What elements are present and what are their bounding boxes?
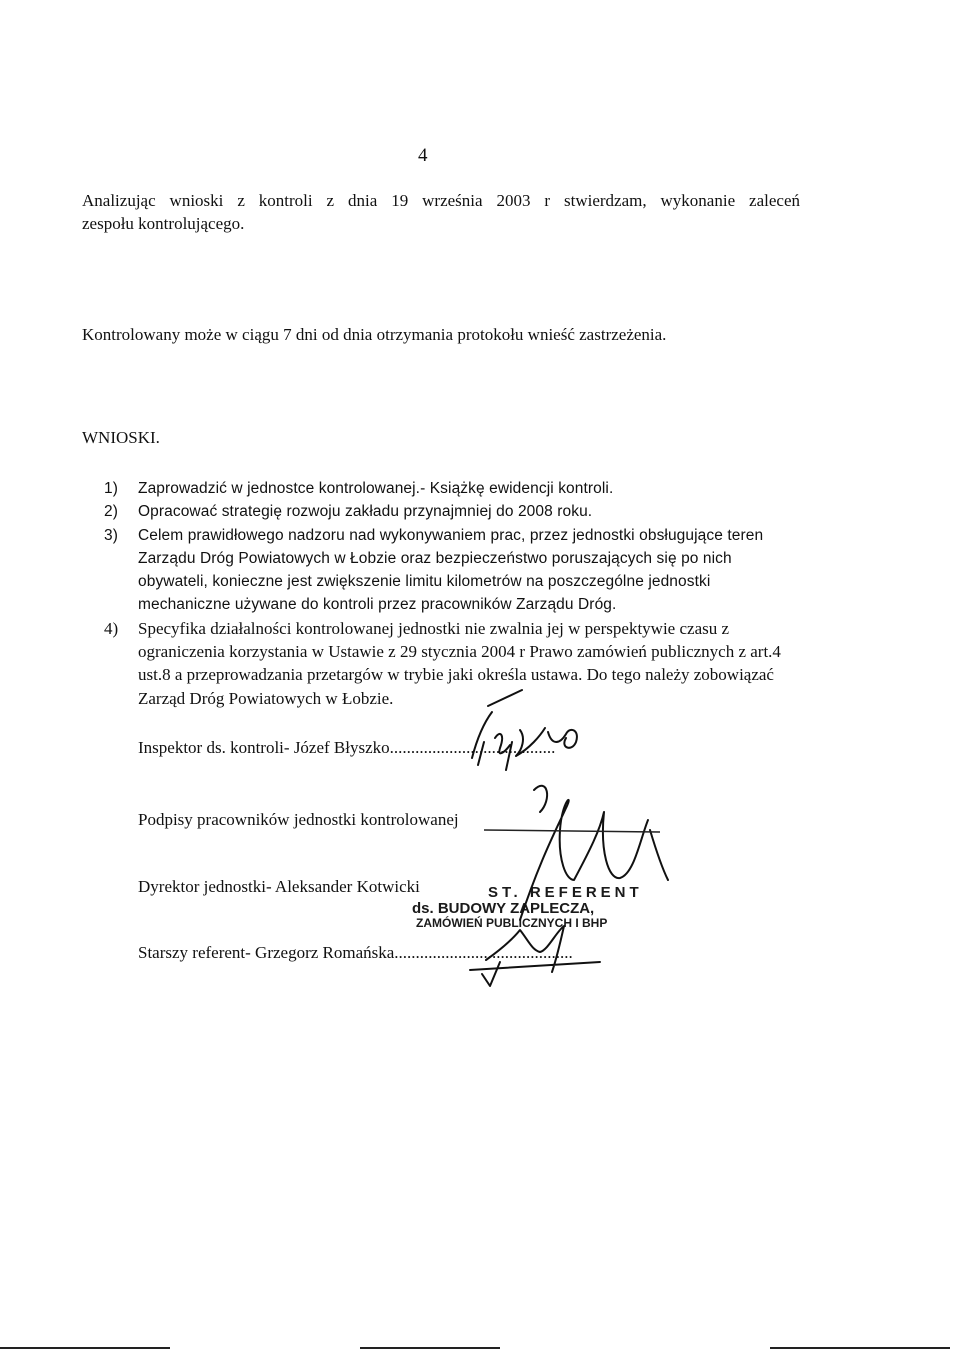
director-signature-line: Dyrektor jednostki- Aleksander Kotwicki (138, 877, 420, 896)
official-stamp-subtitle: ds. BUDOWY ZAPLECZA, (412, 900, 595, 917)
conclusion-item (104, 477, 794, 500)
page-bottom-rule-left (0, 1347, 170, 1349)
conclusion-item (104, 500, 794, 523)
stamp-divider (484, 830, 660, 832)
inspector-signature-line: Inspektor ds. kontroli- Józef Błyszko....................................... (138, 738, 556, 757)
page-number: 4 (418, 145, 428, 166)
objection-paragraph: Kontrolowany może w ciągu 7 dni od dnia otrzymania protokołu wnieść zastrzeżenia. (82, 325, 667, 344)
conclusion-text: Celem prawidłowego nadzoru nad wykonywaniem prac, przez jednostki obsługujące teren Zarządu Dróg Powiatowych w Łobzie oraz bezpieczeństwo poruszających się po nich obywateli, konieczne jest zwiększenie limitu kilometrów na poszczególne jednostki mechaniczne używane do kontroli przez pracowników Zarządu Dróg. (138, 526, 764, 614)
intro-paragraph-line-2: zespołu kontrolującego. (82, 214, 245, 233)
conclusion-item (104, 617, 794, 710)
conclusion-text: Zaprowadzić w jednostce kontrolowanej.- Książkę ewidencji kontroli. (138, 480, 614, 497)
official-stamp-department: ZAMÓWIEŃ PUBLICZNYCH I BHP (416, 916, 608, 930)
referent-signature-line: Starszy referent- Grzegorz Romańska.......................................... (138, 943, 573, 962)
conclusion-text: Opracować strategię rozwoju zakładu przynajmniej do 2008 roku. (138, 503, 593, 521)
employees-signature-line: Podpisy pracowników jednostki kontrolowanej (138, 810, 459, 829)
official-stamp-title: ST. REFERENT (488, 884, 643, 901)
page-bottom-rule-right (770, 1347, 950, 1349)
conclusion-number: 1) (104, 480, 118, 497)
conclusion-number: 2) (104, 503, 118, 521)
conclusion-number: 3) (104, 526, 118, 544)
conclusion-text: Specyfika działalności kontrolowanej jednostki nie zwalnia jej w perspektywie czasu z ograniczenia korzystania w Ustawie z 29 stycznia 2004 r Prawo zamówień publicznych z art.4 ust.8 a przeprowadzania przetargów w trybie jaki określa ustawa. Do tego należy zobowiązać Zarząd Dróg Powiatowych w Łobzie. (138, 618, 781, 708)
intro-paragraph (82, 189, 800, 235)
intro-paragraph-line-1: Analizując wnioski z kontroli z dnia 19 września 2003 r stwierdzam, wykonanie zaleceń (82, 191, 800, 210)
director-signature-loop (534, 786, 547, 812)
conclusion-item (104, 524, 794, 617)
conclusions-list (104, 477, 794, 710)
conclusions-heading: WNIOSKI. (82, 428, 160, 447)
conclusion-number: 4) (104, 618, 119, 638)
page-bottom-rule-middle (360, 1347, 500, 1349)
referent-signature-tick (482, 962, 500, 986)
